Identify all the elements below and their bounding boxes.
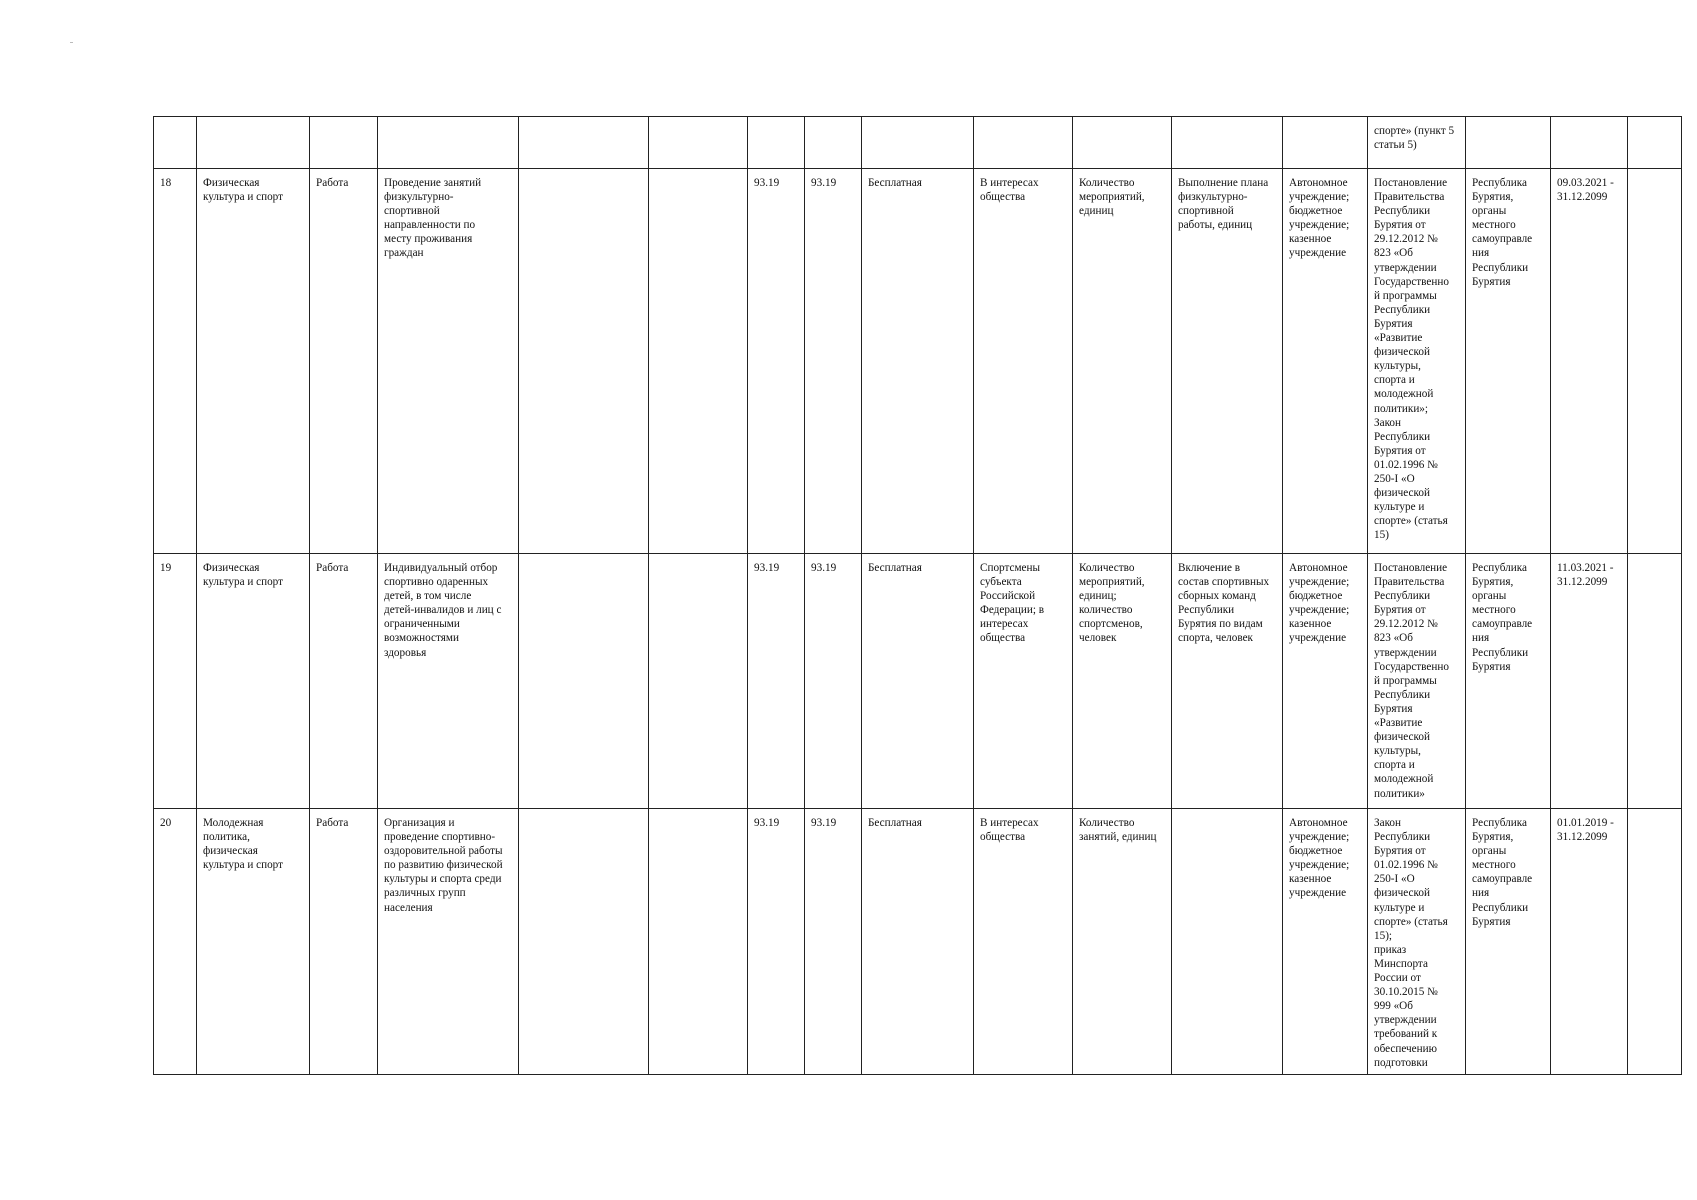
cell-col-17 [1628, 169, 1682, 554]
cell-number: 18 [154, 169, 197, 554]
cell-recipients: В интересах общества [974, 169, 1073, 554]
cell-area [197, 117, 310, 169]
cell-volume-indicator: Количество мероприятий, единиц [1073, 169, 1172, 554]
cell-col-17 [1628, 554, 1682, 809]
cell-institution-type: Автономное учреждение; бюджетное учреждение; казенное учреждение [1283, 169, 1368, 554]
cell-volume-indicator: Количество мероприятий, единиц; количество спортсменов, человек [1073, 554, 1172, 809]
cell-institution-type: Автономное учреждение; бюджетное учреждение; казенное учреждение [1283, 554, 1368, 809]
cell-payment: Бесплатная [862, 554, 974, 809]
cell-col-17 [1628, 809, 1682, 1075]
cell-okved-1 [748, 117, 805, 169]
table-row [154, 169, 1682, 554]
cell-col-6 [649, 554, 748, 809]
cell-number: 20 [154, 809, 197, 1075]
cell-col-5 [519, 169, 649, 554]
cell-legal-basis: спорте» (пункт 5 статьи 5) [1368, 117, 1466, 169]
cell-institution-type: Автономное учреждение; бюджетное учреждение; казенное учреждение [1283, 809, 1368, 1075]
cell-number: 19 [154, 554, 197, 809]
cell-content: Проведение занятий физкультурно- спортивной направленности по месту проживания граждан [378, 169, 519, 554]
cell-authority [1466, 117, 1551, 169]
cell-quality-indicator: Выполнение плана физкультурно- спортивной работы, единиц [1172, 169, 1283, 554]
cell-recipients: Спортсмены субъекта Российской Федерации; в интересах общества [974, 554, 1073, 809]
cell-col-6 [649, 117, 748, 169]
cell-validity-period: 09.03.2021 - 31.12.2099 [1551, 169, 1628, 554]
cell-number [154, 117, 197, 169]
cell-quality-indicator: Включение в состав спортивных сборных команд Республики Бурятия по видам спорта, человек [1172, 554, 1283, 809]
cell-col-17 [1628, 117, 1682, 169]
cell-content [378, 117, 519, 169]
cell-legal-basis: Закон Республики Бурятия от 01.02.1996 № 250-I «О физической культуре и спорте» (статья 15); приказ Минспорта России от 30.10.2015 № 999 «Об утверждении требований к обеспечению подготовки [1368, 809, 1466, 1075]
cell-content: Организация и проведение спортивно- оздоровительной работы по развитию физической культуры и спорта среди различных групп населения [378, 809, 519, 1075]
cell-type: Работа [310, 809, 378, 1075]
cell-okved-2 [805, 117, 862, 169]
cell-okved-2: 93.19 [805, 554, 862, 809]
services-register-table [153, 116, 1682, 1075]
cell-quality-indicator [1172, 809, 1283, 1075]
cell-type: Работа [310, 554, 378, 809]
cell-legal-basis: Постановление Правительства Республики Бурятия от 29.12.2012 № 823 «Об утверждении Государственно й программы Республики Бурятия «Развитие физической культуры, спорта и молодежной политики» [1368, 554, 1466, 809]
scan-mark [70, 42, 73, 43]
cell-authority: Республика Бурятия, органы местного самоуправле ния Республики Бурятия [1466, 169, 1551, 554]
cell-quality-indicator [1172, 117, 1283, 169]
cell-area: Физическая культура и спорт [197, 169, 310, 554]
cell-area: Физическая культура и спорт [197, 554, 310, 809]
cell-col-5 [519, 117, 649, 169]
cell-okved-2: 93.19 [805, 809, 862, 1075]
cell-okved-1: 93.19 [748, 554, 805, 809]
cell-validity-period: 11.03.2021 - 31.12.2099 [1551, 554, 1628, 809]
cell-col-5 [519, 554, 649, 809]
cell-type [310, 117, 378, 169]
cell-col-6 [649, 809, 748, 1075]
cell-recipients [974, 117, 1073, 169]
table-row [154, 554, 1682, 809]
cell-content: Индивидуальный отбор спортивно одаренных детей, в том числе детей-инвалидов и лиц с ограниченными возможностями здоровья [378, 554, 519, 809]
cell-payment: Бесплатная [862, 809, 974, 1075]
cell-legal-basis: Постановление Правительства Республики Бурятия от 29.12.2012 № 823 «Об утверждении Государственно й программы Республики Бурятия «Развитие физической культуры, спорта и молодежной политики»; Закон Республики Бурятия от 01.02.1996 № 250-I «О физической культуре и спорте» (статья 15) [1368, 169, 1466, 554]
cell-okved-1: 93.19 [748, 809, 805, 1075]
cell-volume-indicator [1073, 117, 1172, 169]
table-row [154, 117, 1682, 169]
cell-col-5 [519, 809, 649, 1075]
cell-recipients: В интересах общества [974, 809, 1073, 1075]
cell-authority: Республика Бурятия, органы местного самоуправле ния Республики Бурятия [1466, 554, 1551, 809]
cell-volume-indicator: Количество занятий, единиц [1073, 809, 1172, 1075]
cell-okved-1: 93.19 [748, 169, 805, 554]
cell-payment: Бесплатная [862, 169, 974, 554]
cell-authority: Республика Бурятия, органы местного самоуправле ния Республики Бурятия [1466, 809, 1551, 1075]
cell-validity-period: 01.01.2019 - 31.12.2099 [1551, 809, 1628, 1075]
cell-institution-type [1283, 117, 1368, 169]
cell-okved-2: 93.19 [805, 169, 862, 554]
cell-col-6 [649, 169, 748, 554]
cell-payment [862, 117, 974, 169]
table-row [154, 809, 1682, 1075]
cell-area: Молодежная политика, физическая культура и спорт [197, 809, 310, 1075]
cell-validity-period [1551, 117, 1628, 169]
cell-type: Работа [310, 169, 378, 554]
